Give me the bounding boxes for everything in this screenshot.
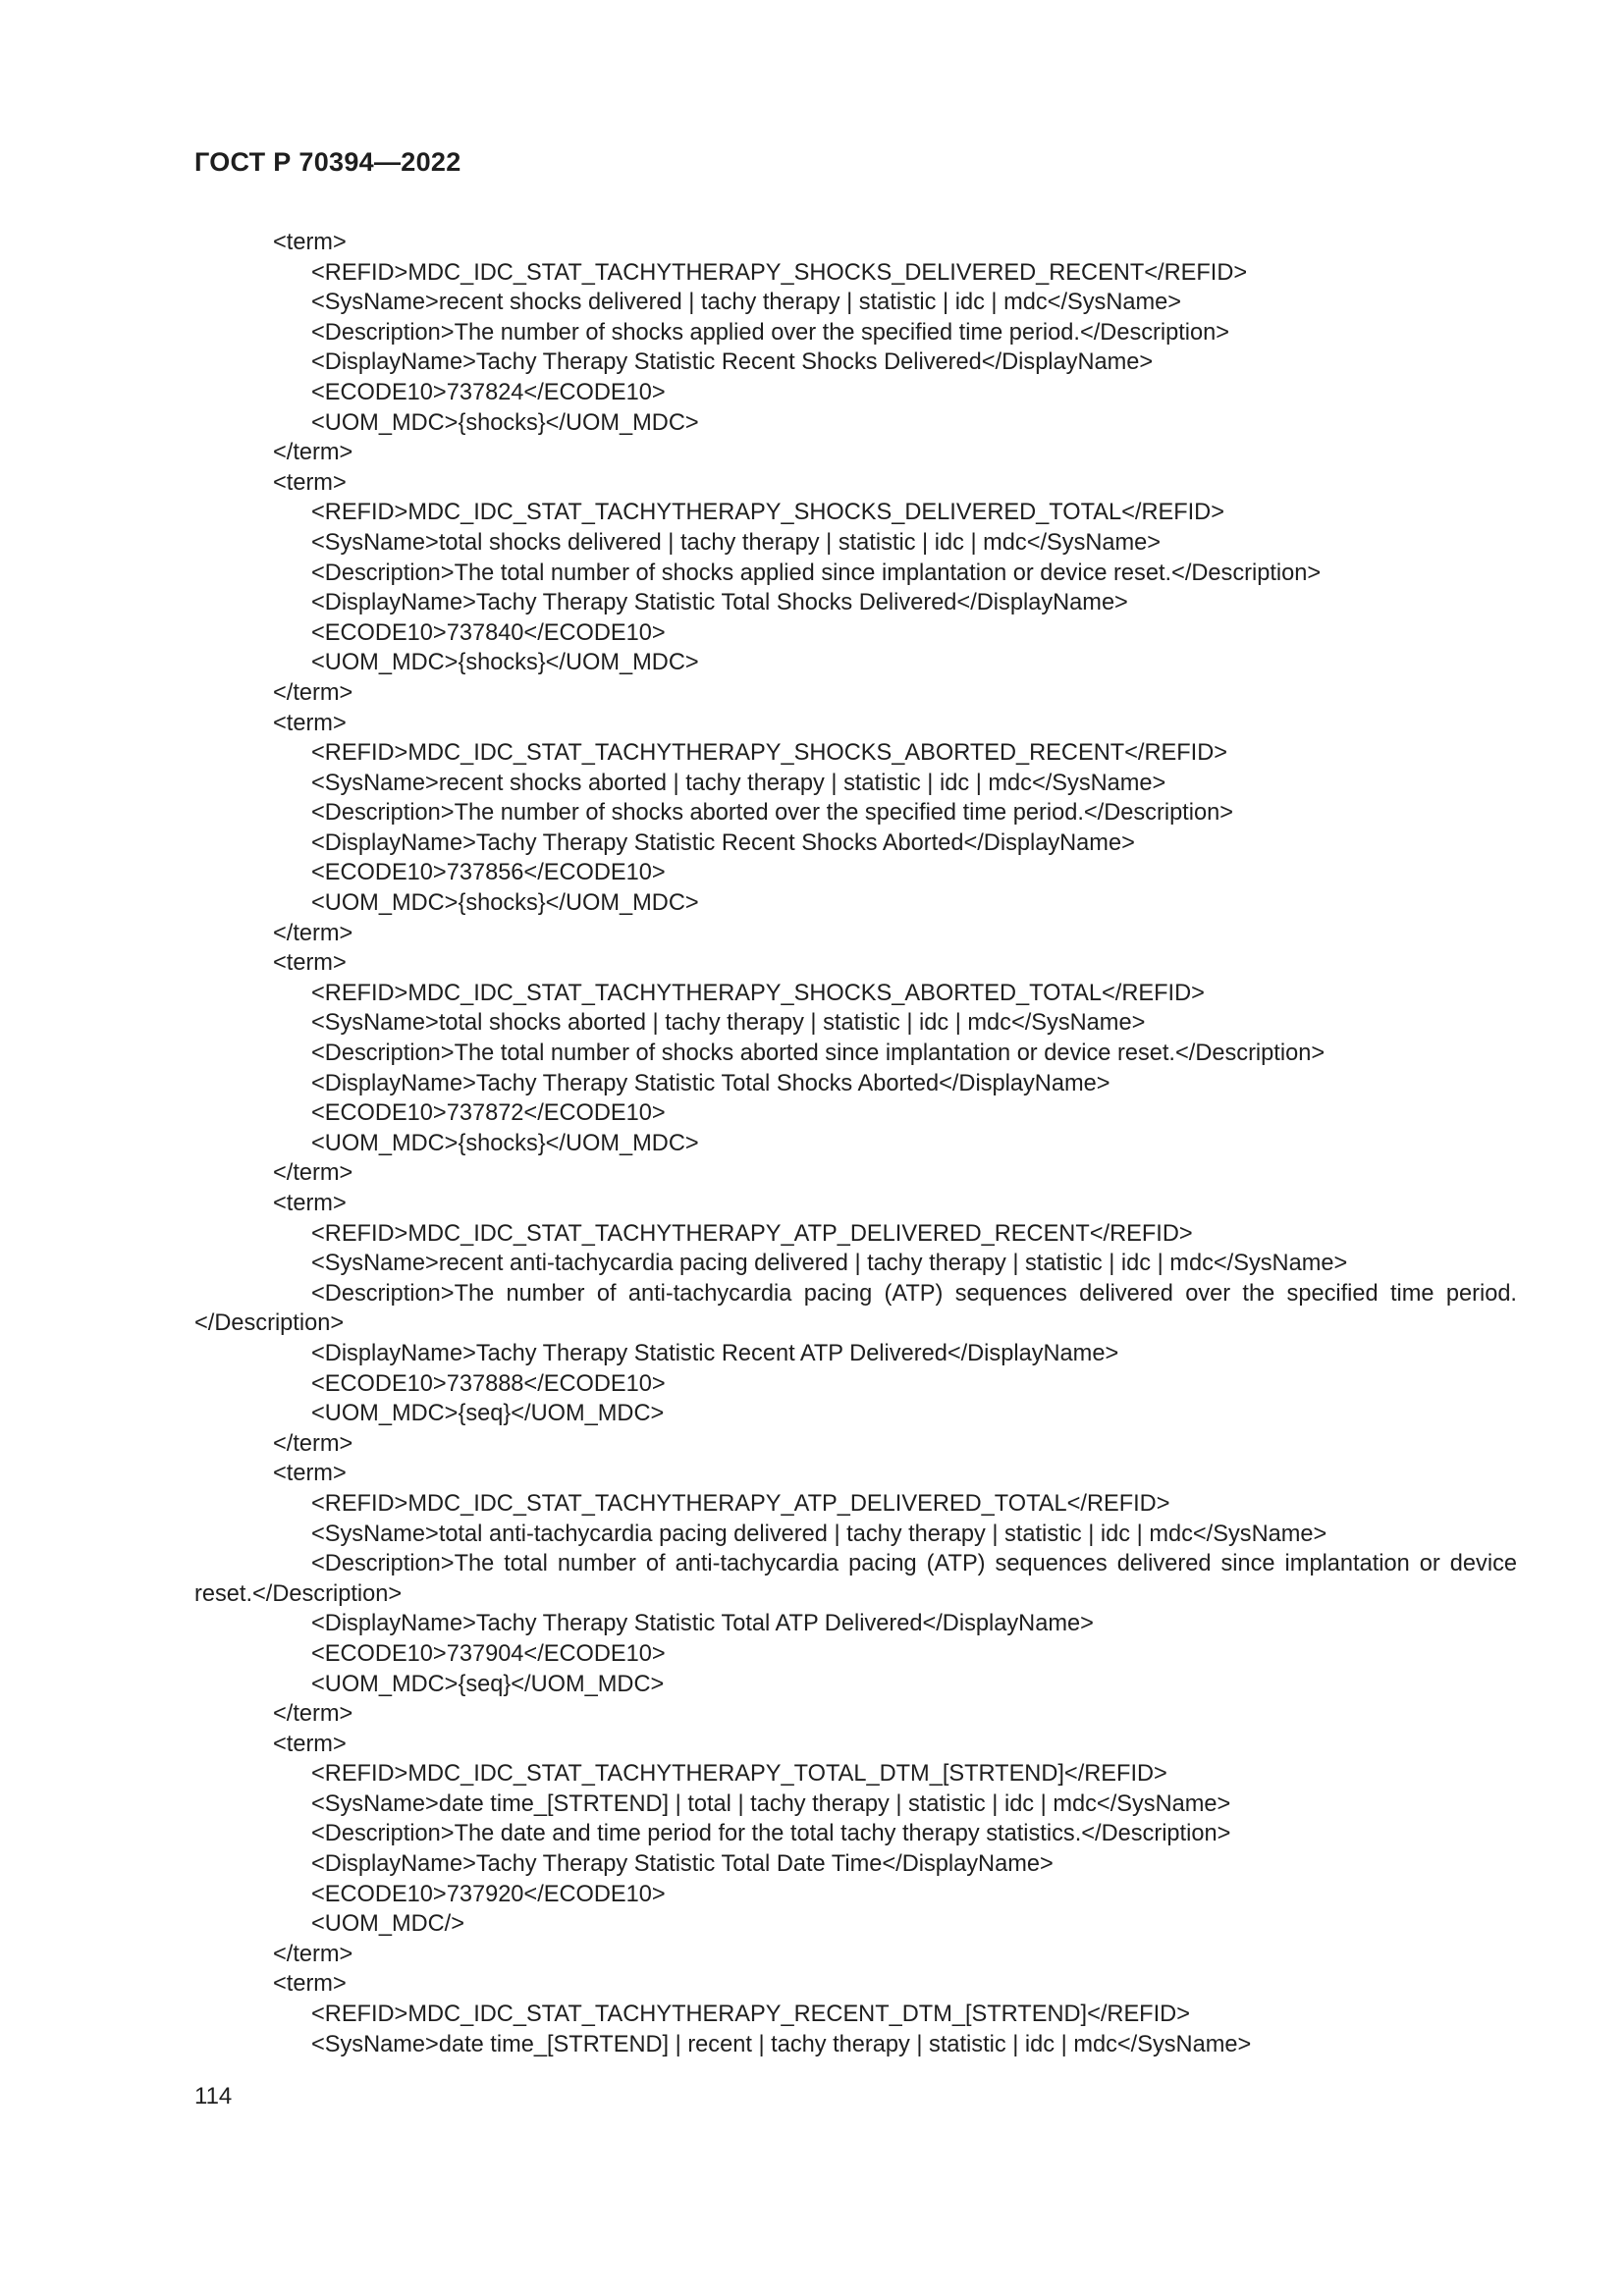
ecode10-line: <ECODE10>737888</ECODE10>: [311, 1370, 666, 1397]
displayname-line: <DisplayName>Tachy Therapy Statistic Recent Shocks Aborted</DisplayName>: [311, 829, 1135, 856]
term-close-tag: </term>: [273, 440, 353, 466]
xml-term-listing: [194, 228, 1517, 2059]
ecode10-line: <ECODE10>737840</ECODE10>: [311, 619, 666, 646]
term-close-tag: </term>: [273, 1701, 353, 1728]
description-wrapped-line: <Description>The number of anti-tachycardia pacing (ATP) sequences delivered over the specified time period.</Description>: [194, 1280, 1517, 1337]
refid-line: <REFID>MDC_IDC_STAT_TACHYTHERAPY_TOTAL_DTM_[STRTEND]</REFID>: [311, 1761, 1167, 1788]
page-number: 114: [194, 2083, 233, 2109]
displayname-line: <DisplayName>Tachy Therapy Statistic Recent Shocks Delivered</DisplayName>: [311, 349, 1154, 376]
term-open-tag: <term>: [273, 230, 347, 255]
term-open-tag: <term>: [273, 1731, 347, 1757]
displayname-line: <DisplayName>Tachy Therapy Statistic Total Date Time</DisplayName>: [311, 1851, 1054, 1878]
document-header: ГОСТ Р 70394—2022: [194, 147, 461, 177]
term-open-tag: <term>: [273, 950, 347, 977]
description-wrapped-line: <Description>The total number of anti-tachycardia pacing (ATP) sequences delivered since implantation or device reset.</Description>: [194, 1551, 1517, 1607]
term-close-tag: </term>: [273, 1430, 353, 1457]
sysname-line: <SysName>recent anti-tachycardia pacing delivered | tachy therapy | statistic | idc | mdc</SysName>: [311, 1251, 1348, 1277]
refid-line: <REFID>MDC_IDC_STAT_TACHYTHERAPY_SHOCKS_DELIVERED_TOTAL</REFID>: [311, 500, 1225, 526]
term-open-tag: <term>: [273, 1461, 347, 1487]
refid-line: <REFID>MDC_IDC_STAT_TACHYTHERAPY_SHOCKS_ABORTED_TOTAL</REFID>: [311, 980, 1205, 1006]
sysname-line: <SysName>recent shocks delivered | tachy therapy | statistic | idc | mdc</SysName>: [311, 290, 1182, 316]
term-close-tag: </term>: [273, 1160, 353, 1187]
description-line: <Description>The total number of shocks aborted since implantation or device reset.</Description>: [311, 1041, 1326, 1067]
term-open-tag: <term>: [273, 469, 347, 496]
uom-mdc-line: <UOM_MDC>{seq}</UOM_MDC>: [311, 1671, 665, 1697]
term-open-tag: <term>: [273, 710, 347, 736]
refid-line: <REFID>MDC_IDC_STAT_TACHYTHERAPY_ATP_DELIVERED_RECENT</REFID>: [311, 1220, 1193, 1247]
ecode10-line: <ECODE10>737872</ECODE10>: [311, 1100, 666, 1127]
description-line: <Description>The number of shocks aborted over the specified time period.</Description>: [311, 800, 1234, 827]
ecode10-line: <ECODE10>737920</ECODE10>: [311, 1881, 666, 1907]
uom-mdc-line: <UOM_MDC>{shocks}</UOM_MDC>: [311, 650, 699, 676]
uom-mdc-line: <UOM_MDC/>: [311, 1911, 465, 1938]
description-line: <Description>The number of shocks applied over the specified time period.</Description>: [311, 319, 1230, 346]
sysname-line: <SysName>recent shocks aborted | tachy therapy | statistic | idc | mdc</SysName>: [311, 770, 1166, 796]
displayname-line: <DisplayName>Tachy Therapy Statistic Total Shocks Aborted</DisplayName>: [311, 1070, 1110, 1096]
description-line: <Description>The date and time period for the total tachy therapy statistics.</Description>: [311, 1821, 1231, 1847]
displayname-line: <DisplayName>Tachy Therapy Statistic Total ATP Delivered</DisplayName>: [311, 1611, 1094, 1637]
sysname-line: <SysName>date time_[STRTEND] | recent | tachy therapy | statistic | idc | mdc</SysName>: [311, 2031, 1252, 2057]
ecode10-line: <ECODE10>737824</ECODE10>: [311, 379, 666, 405]
uom-mdc-line: <UOM_MDC>{shocks}</UOM_MDC>: [311, 1130, 699, 1156]
term-open-tag: <term>: [273, 1971, 347, 1998]
refid-line: <REFID>MDC_IDC_STAT_TACHYTHERAPY_SHOCKS_ABORTED_RECENT</REFID>: [311, 740, 1228, 767]
sysname-line: <SysName>total shocks delivered | tachy therapy | statistic | idc | mdc</SysName>: [311, 529, 1162, 556]
ecode10-line: <ECODE10>737904</ECODE10>: [311, 1640, 666, 1667]
term-close-tag: </term>: [273, 920, 353, 946]
refid-line: <REFID>MDC_IDC_STAT_TACHYTHERAPY_SHOCKS_DELIVERED_RECENT</REFID>: [311, 259, 1248, 286]
term-close-tag: </term>: [273, 1941, 353, 1967]
term-close-tag: </term>: [273, 679, 353, 706]
sysname-line: <SysName>total shocks aborted | tachy therapy | statistic | idc | mdc</SysName>: [311, 1010, 1146, 1037]
sysname-line: <SysName>total anti-tachycardia pacing delivered | tachy therapy | statistic | idc | mdc</SysName>: [311, 1521, 1327, 1547]
term-open-tag: <term>: [273, 1191, 347, 1216]
uom-mdc-line: <UOM_MDC>{shocks}</UOM_MDC>: [311, 409, 699, 436]
refid-line: <REFID>MDC_IDC_STAT_TACHYTHERAPY_RECENT_DTM_[STRTEND]</REFID>: [311, 2002, 1190, 2028]
ecode10-line: <ECODE10>737856</ECODE10>: [311, 860, 666, 886]
displayname-line: <DisplayName>Tachy Therapy Statistic Recent ATP Delivered</DisplayName>: [311, 1340, 1119, 1366]
displayname-line: <DisplayName>Tachy Therapy Statistic Total Shocks Delivered</DisplayName>: [311, 590, 1128, 616]
sysname-line: <SysName>date time_[STRTEND] | total | tachy therapy | statistic | idc | mdc</SysName>: [311, 1790, 1231, 1817]
uom-mdc-line: <UOM_MDC>{seq}</UOM_MDC>: [311, 1401, 665, 1427]
description-line: <Description>The total number of shocks applied since implantation or device reset.</Description>: [311, 560, 1322, 586]
uom-mdc-line: <UOM_MDC>{shocks}</UOM_MDC>: [311, 890, 699, 917]
refid-line: <REFID>MDC_IDC_STAT_TACHYTHERAPY_ATP_DELIVERED_TOTAL</REFID>: [311, 1490, 1170, 1517]
